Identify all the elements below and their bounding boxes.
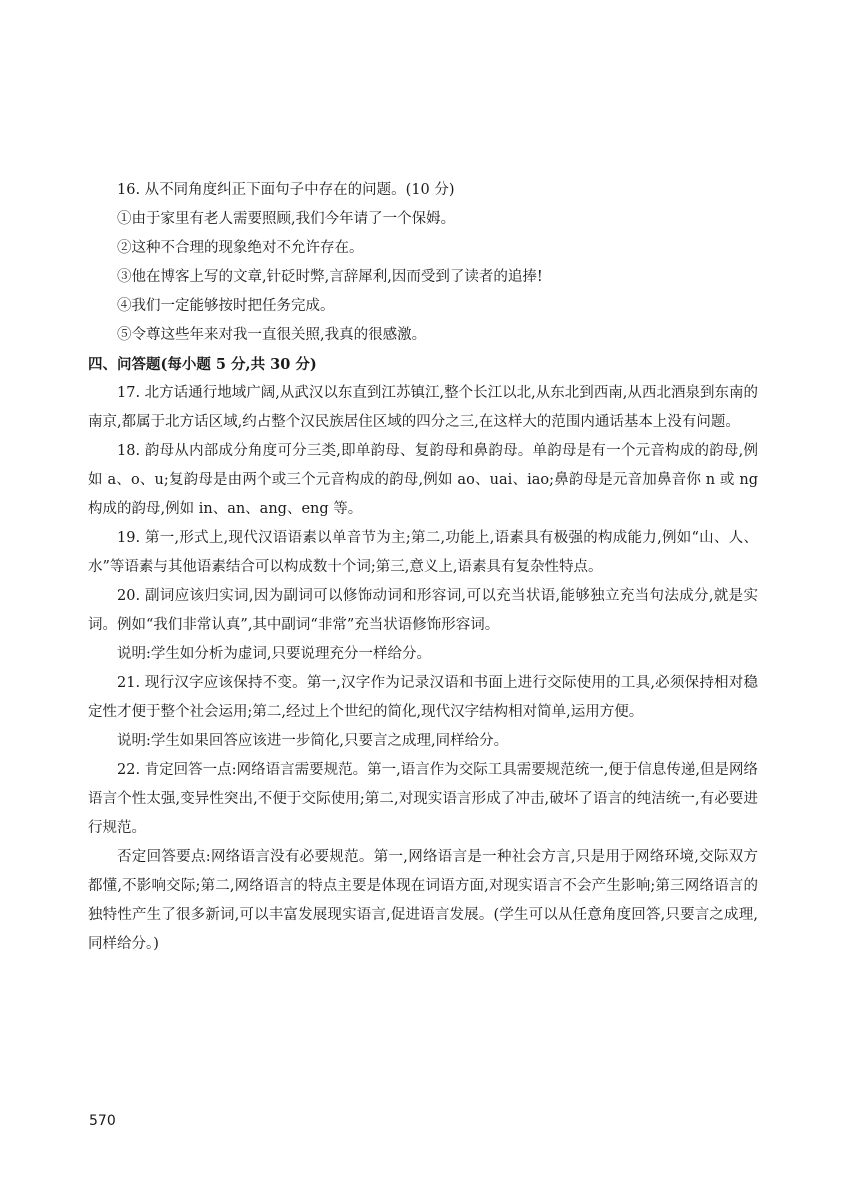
question-16-item-4: ④我们一定能够按时把任务完成。 xyxy=(117,298,335,314)
answer-18: 18. 韵母从内部成分角度可分三类,即单韵母、复韵母和鼻韵母。单韵母是有一个元音构成的韵母,例如 a、o、u;复韵母是由两个或三个元音构成的韵母,例如 ao、uai、iao;鼻韵母是元音加鼻音你 n 或 ng 构成的韵母,例如 in、an、ang、eng 等。 xyxy=(88,443,758,517)
answer-21-note: 说明:学生如果回答应该进一步简化,只要言之成理,同样给分。 xyxy=(117,733,509,749)
document-body xyxy=(88,176,758,959)
question-16-item-5: ⑤令尊这些年来对我一直很关照,我真的很感激。 xyxy=(117,327,427,343)
answer-20: 20. 副词应该归实词,因为副词可以修饰动词和形容词,可以充当状语,能够独立充当句法成分,就是实词。例如“我们非常认真”,其中副词“非常”充当状语修饰形容词。 xyxy=(88,588,758,633)
question-16-item-3: ③他在博客上写的文章,针砭时弊,言辞犀利,因而受到了读者的追捧! xyxy=(117,269,543,285)
answer-22-negative: 否定回答要点:网络语言没有必要规范。第一,网络语言是一种社会方言,只是用于网络环境,交际双方都懂,不影响交际;第二,网络语言的特点主要是体现在词语方面,对现实语言不会产生影响;第三网络语言的独特性产生了很多新词,可以丰富发展现实语言,促进语言发展。(学生可以从任意角度回答,只要言之成理,同样给分。) xyxy=(88,849,758,952)
answer-21: 21. 现行汉字应该保持不变。第一,汉字作为记录汉语和书面上进行交际使用的工具,必须保持相对稳定性才便于整个社会运用;第二,经过上个世纪的简化,现代汉字结构相对简单,运用方便。 xyxy=(88,675,758,720)
page-number: 570 xyxy=(89,1113,116,1129)
answer-20-note: 说明:学生如分析为虚词,只要说理充分一样给分。 xyxy=(117,646,431,662)
question-16-item-1: ①由于家里有老人需要照顾,我们今年请了一个保姆。 xyxy=(117,211,456,227)
question-16-item-2: ②这种不合理的现象绝对不允许存在。 xyxy=(117,240,364,256)
section-heading: 四、问答题(每小题 5 分,共 30 分) xyxy=(88,356,317,373)
answer-19: 19. 第一,形式上,现代汉语语素以单音节为主;第二,功能上,语素具有极强的构成能力,例如“山、人、水”等语素与其他语素结合可以构成数十个词;第三,意义上,语素具有复杂性特点。 xyxy=(88,530,758,575)
question-16-title: 16. 从不同角度纠正下面句子中存在的问题。(10 分) xyxy=(117,182,455,198)
answer-17: 17. 北方话通行地域广阔,从武汉以东直到江苏镇江,整个长江以北,从东北到西南,从西北酒泉到东南的南京,都属于北方话区域,约占整个汉民族居住区域的四分之三,在这样大的范围内通话基本上没有问题。 xyxy=(88,385,758,430)
answer-22-positive: 22. 肯定回答一点:网络语言需要规范。第一,语言作为交际工具需要规范统一,便于信息传递,但是网络语言个性太强,变异性突出,不便于交际使用;第二,对现实语言形成了冲击,破坏了语言的纯洁统一,有必要进行规范。 xyxy=(88,762,758,836)
